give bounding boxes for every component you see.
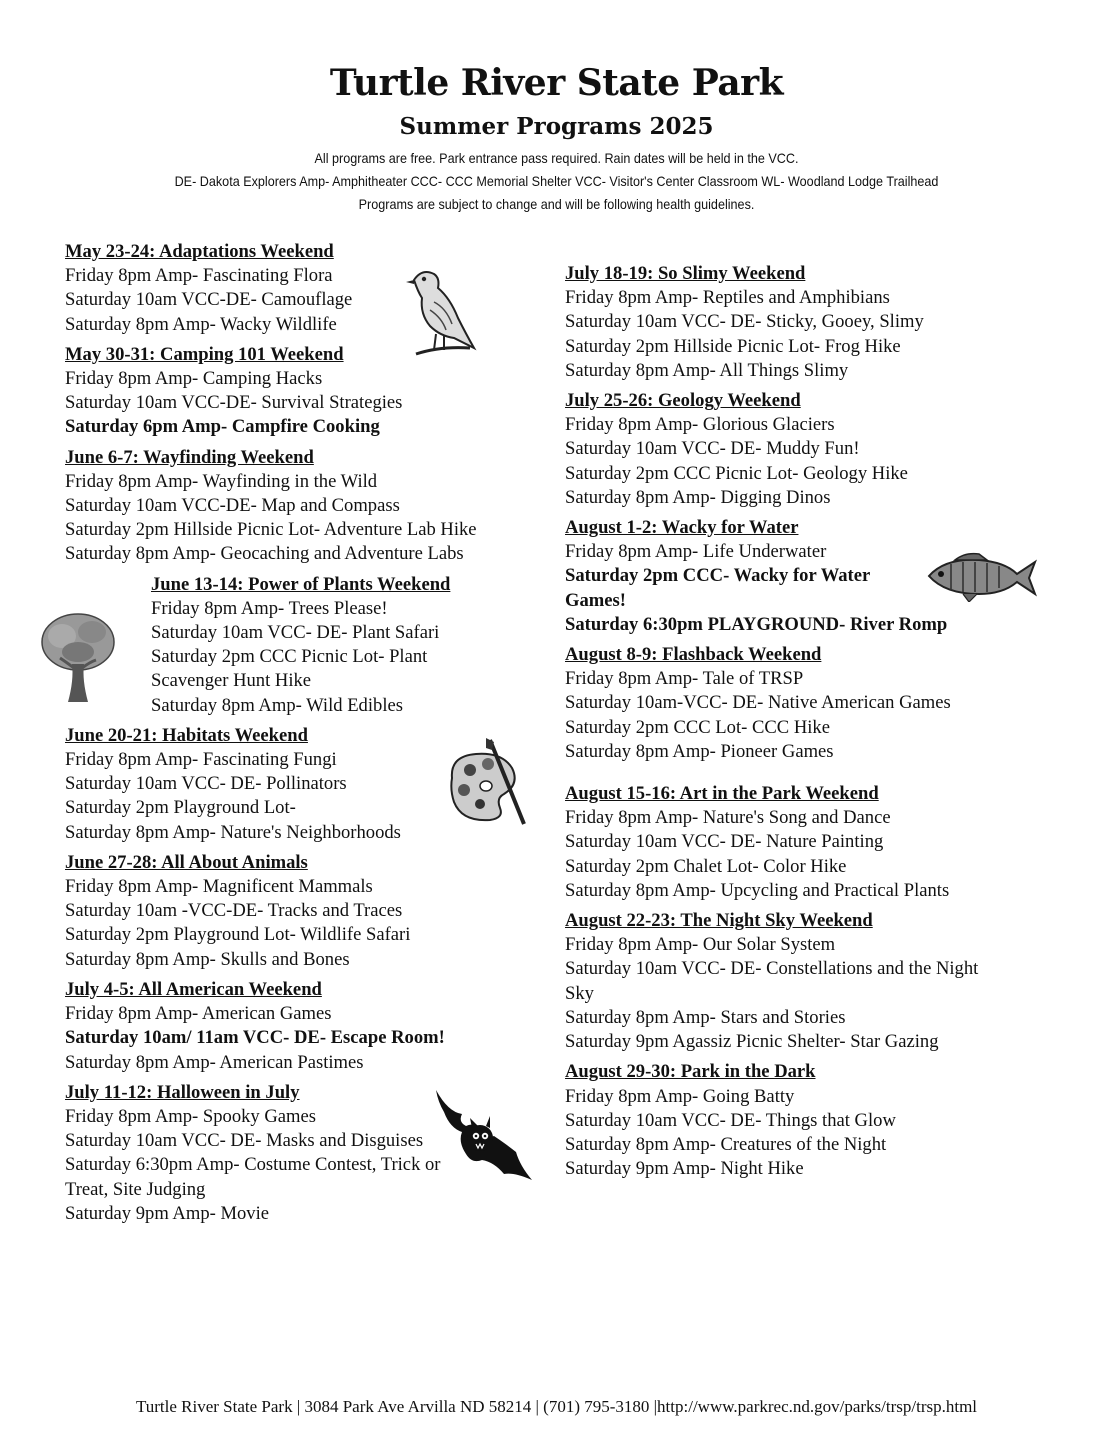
event-item: Saturday 10am VCC-DE- Camouflage <box>65 289 353 311</box>
event-item: Saturday 10am VCC- DE- Sticky, Gooey, Slimy <box>565 311 924 333</box>
info-note-abbreviations: DE- Dakota Explorers Amp- Amphitheater CCC- CCC Memorial Shelter VCC- Visitor's Center Classroom WL- Woodland Lodge Trailhead <box>174 173 939 189</box>
event-item: Saturday 9pm Amp- Movie <box>65 1202 269 1224</box>
section-heading: August 1-2: Wacky for Water <box>565 517 799 539</box>
event-item: Saturday 10am VCC-DE- Map and Compass <box>65 495 400 517</box>
event-item: Friday 8pm Amp- Going Batty <box>565 1085 795 1107</box>
event-item: Saturday 8pm Amp- Nature's Neighborhoods <box>65 821 401 843</box>
event-item: Saturday 6pm Amp- Campfire Cooking <box>65 416 380 438</box>
event-item: Treat, Site Judging <box>65 1178 206 1200</box>
event-item: Saturday 8pm Amp- All Things Slimy <box>565 359 849 381</box>
event-item: Saturday 2pm CCC Lot- CCC Hike <box>565 716 830 738</box>
event-item: Friday 8pm Amp- Trees Please! <box>151 597 388 619</box>
paint-palette-icon <box>442 738 532 833</box>
event-item: Saturday 6:30pm PLAYGROUND- River Romp <box>565 613 948 635</box>
event-item: Saturday 8pm Amp- Upcycling and Practical Plants <box>565 879 950 901</box>
section-heading: June 13-14: Power of Plants Weekend <box>151 573 451 595</box>
event-item: Saturday 6:30pm Amp- Costume Contest, Trick or <box>65 1154 441 1176</box>
event-item: Saturday 9pm Agassiz Picnic Shelter- Star Gazing <box>565 1031 939 1053</box>
event-item: Saturday 2pm CCC Picnic Lot- Geology Hike <box>565 462 908 484</box>
event-item: Saturday 2pm Playground Lot- <box>65 797 296 819</box>
event-item: Saturday 8pm Amp- Pioneer Games <box>565 740 834 762</box>
event-item: Saturday 2pm Hillside Picnic Lot- Frog Hike <box>565 335 901 357</box>
section-heading: August 15-16: Art in the Park Weekend <box>565 783 879 805</box>
event-item: Saturday 8pm Amp- Geocaching and Adventure Labs <box>65 543 464 565</box>
event-item: Friday 8pm Amp- Wayfinding in the Wild <box>65 470 378 492</box>
event-item: Saturday 8pm Amp- Creatures of the Night <box>565 1133 887 1155</box>
event-item: Friday 8pm Amp- Nature's Song and Dance <box>565 807 891 829</box>
event-item: Saturday 8pm Amp- Digging Dinos <box>565 486 831 508</box>
section-heading: May 23-24: Adaptations Weekend <box>65 241 334 262</box>
section-heading: July 18-19: So Slimy Weekend <box>565 263 806 284</box>
section-heading: July 11-12: Halloween in July <box>65 1081 300 1103</box>
section-heading: May 30-31: Camping 101 Weekend <box>65 343 344 365</box>
event-item: Friday 8pm Amp- Magnificent Mammals <box>65 876 373 898</box>
bat-icon <box>428 1082 540 1182</box>
event-item: Friday 8pm Amp- Fascinating Fungi <box>65 749 337 771</box>
info-note-changes: Programs are subject to change and will be following health guidelines. <box>358 196 755 212</box>
event-item: Saturday 2pm Chalet Lot- Color Hike <box>565 855 847 877</box>
weekend-section <box>565 1060 1055 1181</box>
event-item: Saturday 8pm Amp- Wacky Wildlife <box>65 313 337 335</box>
event-item: Friday 8pm Amp- Reptiles and Amphibians <box>565 287 890 309</box>
event-item: Saturday 10am VCC- DE- Pollinators <box>65 773 347 795</box>
weekend-section <box>565 909 1055 1054</box>
event-item: Sky <box>565 982 594 1004</box>
event-item: Saturday 10am-VCC- DE- Native American Games <box>565 692 951 714</box>
weekend-section <box>565 389 1055 510</box>
section-heading: July 25-26: Geology Weekend <box>565 390 801 412</box>
footer-contact: Turtle River State Park | 3084 Park Ave Arvilla ND 58214 | (701) 795-3180 |http://www.parkrec.nd.gov/parks/trsp/trsp.html <box>135 1397 978 1416</box>
event-item: Saturday 9pm Amp- Night Hike <box>565 1158 804 1180</box>
event-item: Saturday 8pm Amp- Skulls and Bones <box>65 948 350 970</box>
event-item: Saturday 8pm Amp- American Pastimes <box>65 1051 364 1073</box>
event-item: Saturday 8pm Amp- Wild Edibles <box>151 694 403 716</box>
event-item: Friday 8pm Amp- American Games <box>65 1003 332 1025</box>
info-note-pass: All programs are free. Park entrance pass required. Rain dates will be held in the VCC. <box>314 150 799 166</box>
weekend-section <box>565 782 1055 903</box>
weekend-section <box>65 978 545 1075</box>
page-title: Turtle River State Park <box>329 62 784 104</box>
event-item: Saturday 10am VCC- DE- Plant Safari <box>151 622 440 644</box>
section-heading: August 8-9: Flashback Weekend <box>565 644 822 666</box>
event-item: Friday 8pm Amp- Fascinating Flora <box>65 265 333 287</box>
right-column <box>565 262 1055 1187</box>
section-heading: August 22-23: The Night Sky Weekend <box>565 910 873 932</box>
event-item: Friday 8pm Amp- Glorious Glaciers <box>565 414 835 436</box>
bird-icon <box>400 262 480 362</box>
section-heading: July 4-5: All American Weekend <box>65 978 322 1000</box>
weekend-section <box>65 851 545 972</box>
event-item: Saturday 8pm Amp- Stars and Stories <box>565 1006 846 1028</box>
event-item: Saturday 10am/ 11am VCC- DE- Escape Room! <box>65 1027 445 1049</box>
page-subtitle: Summer Programs 2025 <box>399 113 714 140</box>
weekend-section <box>65 446 545 567</box>
event-item: Saturday 10am VCC- DE- Masks and Disguises <box>65 1130 424 1152</box>
event-item: Friday 8pm Amp- Life Underwater <box>565 541 827 563</box>
event-item: Saturday 2pm CCC Picnic Lot- Plant <box>151 646 428 668</box>
event-item: Saturday 2pm Hillside Picnic Lot- Adventure Lab Hike <box>65 519 477 541</box>
event-item: Saturday 2pm Playground Lot- Wildlife Safari <box>65 924 411 946</box>
event-item: Saturday 10am VCC- DE- Nature Painting <box>565 831 884 853</box>
event-item: Saturday 10am VCC- DE- Muddy Fun! <box>565 438 860 460</box>
event-item: Games! <box>565 589 626 611</box>
weekend-section <box>65 573 545 718</box>
section-heading: August 29-30: Park in the Dark <box>565 1061 816 1083</box>
tree-icon <box>38 608 118 708</box>
event-item: Saturday 2pm CCC- Wacky for Water <box>565 565 871 587</box>
weekend-section <box>565 643 1055 764</box>
event-item: Friday 8pm Amp- Camping Hacks <box>65 368 323 390</box>
event-item: Friday 8pm Amp- Our Solar System <box>565 934 836 956</box>
event-item: Saturday 10am -VCC-DE- Tracks and Traces <box>65 900 403 922</box>
section-heading: June 20-21: Habitats Weekend <box>65 724 308 746</box>
weekend-section <box>565 262 1055 383</box>
event-item: Scavenger Hunt Hike <box>151 670 312 692</box>
section-heading: June 6-7: Wayfinding Weekend <box>65 446 314 468</box>
section-heading: June 27-28: All About Animals <box>65 851 308 873</box>
event-item: Saturday 10am VCC- DE- Things that Glow <box>565 1109 896 1131</box>
event-item: Saturday 10am VCC-DE- Survival Strategies <box>65 392 403 414</box>
event-item: Friday 8pm Amp- Tale of TRSP <box>565 668 804 690</box>
event-item: Friday 8pm Amp- Spooky Games <box>65 1105 317 1127</box>
event-item: Saturday 10am VCC- DE- Constellations and the Night <box>565 958 979 980</box>
fish-icon <box>925 550 1037 602</box>
